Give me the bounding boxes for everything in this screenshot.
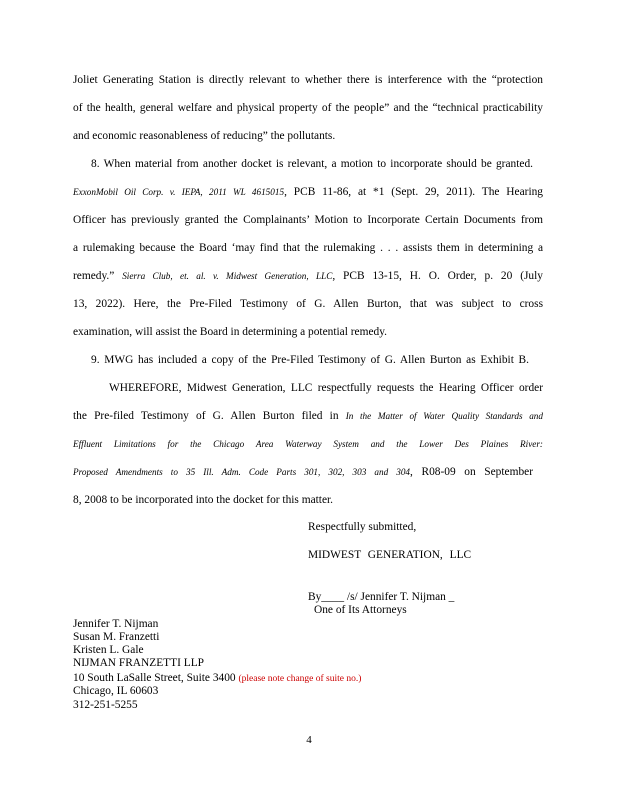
body-line-citation: remedy.” Sierra Club, et. al. v. Midwest Generation, LLC, PCB 13-15, H. O. Order, p. 20 (July <box>73 270 543 282</box>
case-citation: ExxonMobil Oil Corp. v. IEPA, 2011 WL 4615015 <box>73 187 285 197</box>
street-address: 10 South LaSalle Street, Suite 3400 <box>73 672 236 684</box>
body-line: 13, 2022). Here, the Pre-Filed Testimony of G. Allen Burton, that was subject to cross <box>73 298 543 310</box>
case-citation: Sierra Club, et. al. v. Midwest Generation, LLC <box>122 271 333 281</box>
attorney-name: Kristen L. Gale <box>73 644 144 656</box>
body-line: of the health, general welfare and physical property of the people” and the “technical practicability <box>73 102 543 114</box>
paragraph-8-start: 8. When material from another docket is relevant, a motion to incorporate should be granted. <box>91 158 533 170</box>
body-line: Officer has previously granted the Complainants’ Motion to Incorporate Certain Documents from <box>73 214 543 226</box>
company-name: MIDWEST GENERATION, LLC <box>308 549 472 561</box>
body-line: a rulemaking because the Board ‘may find that the rulemaking . . . assists them in determining a <box>73 242 543 254</box>
rulemaking-title: Proposed Amendments to 35 Ill. Adm. Code Parts 301, 302, 303 and 304 <box>73 467 411 477</box>
body-line: and economic reasonableness of reducing” the pollutants. <box>73 130 336 142</box>
rulemaking-title: In the Matter of Water Quality Standards and <box>345 411 543 421</box>
rulemaking-title: Effluent Limitations for the Chicago Area Waterway System and the Lower Des Plaines River: <box>73 439 543 449</box>
wherefore-clause: WHEREFORE, Midwest Generation, LLC respectfully requests the Hearing Officer order <box>109 382 543 394</box>
body-line-citation: Proposed Amendments to 35 Ill. Adm. Code Parts 301, 302, 303 and 304, R08-09 on September <box>73 466 533 478</box>
paragraph-9: 9. MWG has included a copy of the Pre-Filed Testimony of G. Allen Burton as Exhibit B. <box>91 354 529 366</box>
attorney-name: Susan M. Franzetti <box>73 631 160 643</box>
law-firm-name: NIJMAN FRANZETTI LLP <box>73 657 204 669</box>
closing: Respectfully submitted, <box>308 521 417 533</box>
phone-number: 312-251-5255 <box>73 699 138 711</box>
body-line: Joliet Generating Station is directly relevant to whether there is interference with the “protection <box>73 74 543 86</box>
signature-line: By____ /s/ Jennifer T. Nijman _ <box>308 591 455 603</box>
body-line: examination, will assist the Board in determining a potential remedy. <box>73 326 388 338</box>
body-line-citation: the Pre-filed Testimony of G. Allen Burton filed in In the Matter of Water Quality Standards and <box>73 410 543 422</box>
city-state-zip: Chicago, IL 60603 <box>73 685 159 697</box>
body-line-citation <box>73 437 543 451</box>
body-line-citation: ExxonMobil Oil Corp. v. IEPA, 2011 WL 4615015, PCB 11-86, at *1 (Sept. 29, 2011). The Hearing <box>73 186 543 198</box>
page-number: 4 <box>306 734 312 746</box>
body-line: 8, 2008 to be incorporated into the docket for this matter. <box>73 494 334 506</box>
attorney-name: Jennifer T. Nijman <box>73 618 159 630</box>
signature-role: One of Its Attorneys <box>314 604 407 616</box>
suite-change-note: (please note change of suite no.) <box>238 674 362 684</box>
